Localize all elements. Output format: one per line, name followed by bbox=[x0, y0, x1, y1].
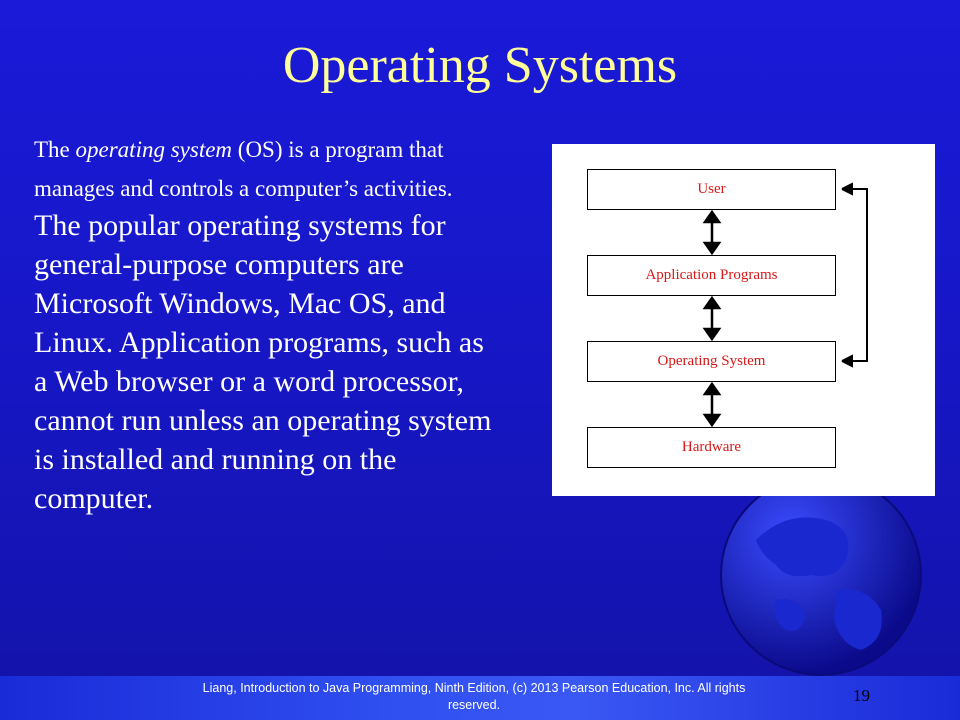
body-intro-italic: operating system bbox=[75, 137, 233, 162]
slide-body-text bbox=[34, 128, 504, 518]
body-intro-plain: The bbox=[34, 137, 76, 162]
diagram-arrows bbox=[552, 144, 935, 496]
user-os-feedback-arrow bbox=[842, 184, 867, 366]
double-arrow-icon bbox=[705, 384, 719, 425]
os-layer-diagram bbox=[552, 144, 935, 496]
slide-title: Operating Systems bbox=[282, 37, 678, 94]
double-arrow-icon bbox=[705, 298, 719, 339]
footer-credit: Liang, Introduction to Java Programming, Ninth Edition, (c) 2013 Pearson Education, Inc. All rights reserved. bbox=[202, 681, 746, 712]
double-arrow-icon bbox=[705, 212, 719, 253]
layer-operating-system-box: Operating System bbox=[587, 341, 836, 382]
layer-hardware-box: Hardware bbox=[587, 427, 836, 468]
layer-application-programs-box: Application Programs bbox=[587, 255, 836, 296]
globe-icon bbox=[716, 470, 926, 680]
body-main-text: The popular operating systems for general-purpose computers are Microsoft Windows, Mac OS, and Linux. Application programs, such as a Web browser or a word processor, cannot run unless an operating system is installed and running on the computer. bbox=[34, 209, 492, 515]
page-number: 19 bbox=[853, 686, 870, 705]
body-intro-rest: (OS) is a program that manages and controls a computer’s activities. bbox=[34, 137, 453, 201]
layer-user-box: User bbox=[587, 169, 836, 210]
